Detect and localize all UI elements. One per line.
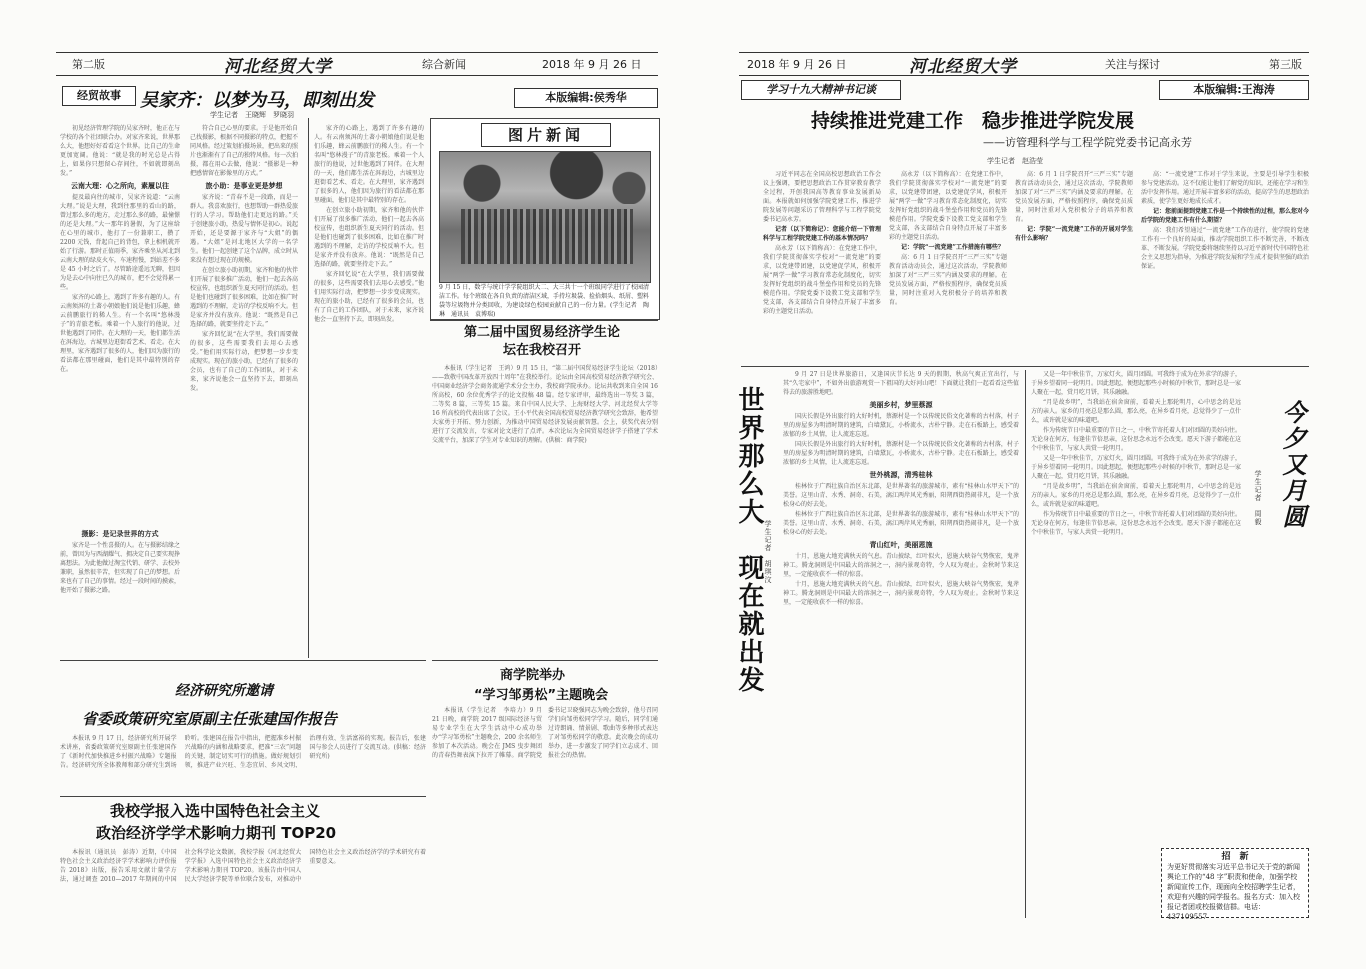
section-divider xyxy=(741,366,1309,367)
story-subhead: 云南大理：心之所向，素履以往 xyxy=(71,181,169,190)
right-section-name: 关注与探讨 xyxy=(1105,58,1160,71)
recruitment-ad-body: 为更好贯彻落实习近平总书记关于党的新闻舆论工作的“48 字”职责和使命，加强学校新闻宣传工作，现面向全校招聘学生记者，欢迎有兴趣的同学报名。报名方式：加入校报记者团或校报微信群。电话：437109557 xyxy=(1167,863,1300,921)
commerce-title-line-1: 商学院举办 xyxy=(500,668,566,683)
photo-news-box xyxy=(430,118,660,320)
essay-paragraph: “月是故乡明”，当我站在宿舍窗前，看着天上那轮明月，心中思念的是远方的亲人。家乡的月亮总是那么圆，那么亮，在异乡看月亮，总觉得少了一点什么，或许就是家的味道吧。 xyxy=(1031,483,1242,508)
essay-title: 今夕又月圆 xyxy=(1278,400,1307,530)
story-paragraph: 家齐回忆说“在大学里，我们需要做的很多，这些需要我们去用心去感受。”他们用实际行动，把梦想一步步变成现实。现在的旅小助，已经有了很多的会员，也有了自己的工作团队，对于未来，家齐说他会一直坚持下去，即刻出发。 xyxy=(190,331,299,392)
travel-paragraph: 9 月 27 日是世界旅游日，又逢国庆节长达 9 天的假期，秋高气爽正宜出行，与其“久宅家中”，不如外出旅游观赏一下祖国的大好河山吧！下面就让我们一起看看这些值得去的旅游胜地吧。 xyxy=(783,371,1019,396)
lecture-paragraph: 本报讯 9 月 17 日，经济研究所开展学术讲座，省委政策研究室原副主任张建国作了《新时代加快推进乡村振兴战略》专题报告。经济研究所全体教师和部分研究生到场聆听。张建国在报告中指出，把握准乡村振兴战略的内涵和战略要求，把准“三农”问题的关键，制定切实可行的措施。做好规划引领，推进产业兴旺、生态宜居、乡风文明、治理有效、生活富裕的实现。报告后，张建国与参会人员进行了交流互动。(供稿：经济研究所) xyxy=(60,735,426,769)
journal-title-line-2: 政治经济学学术影响力期刊 TOP20 xyxy=(96,824,337,842)
essay-body xyxy=(1031,370,1241,848)
story-column-1b xyxy=(60,526,180,654)
story-paragraph: 初见经济管理学院的吴家齐时，他正在与学校的各个社团联合办。对家齐来说，世界那么大，他想好好看看这个世界。比自己的生命更加宽阔。他说：“就是我的时光总是占得上，如果你只想留心存间往，不如就即刻出发。” xyxy=(60,125,181,177)
interview-title: 持续推进党建工作 稳步推进学院发展 xyxy=(811,110,1135,132)
interview-answer: 高：我们希望通过“一流党建”工作的进行，使学院的党建工作有一个良好的局面，推动学院组织工作不断完善，不断改革、不断发展。学院党委将继续坚持以习近平新时代中国特色社会主义思想为指导，为推进学院发展和学生成才提供坚强的政治保证。 xyxy=(1141,227,1310,270)
essay-paragraph: 作为传统节日中最重要的节日之一，中秋节寄托着人们对团圆的美好向往。无论身在何方，每逢佳节倍思亲，这份思念永远不会改变。愿天下游子都能在这个中秋佳节，与家人共赏一轮明月。 xyxy=(1031,427,1242,452)
left-masthead: 河北经贸大学 xyxy=(224,57,332,77)
forum-paragraph: 本报讯（学生记者 王鸿）9 月 15 日，“第二届中国贸易经济学生论坛（2018）——致敬中国改革开放四十周年”在我校举行。论坛由全国高校贸易经济教学研究会、中国商业经济学会商务流通学术分会主办，我校商学院承办。论坛共收到来自全国 16 所高校，60 余位优秀学子的论文投稿 48 篇。经专家评审，最终选出一等奖 3 篇，二等奖 8 篇，三等奖 15 篇。来自中国人民大学、上海财经大学、河北经贸大学等 16 所高校的代表出席了会议。王小平代表全国高校贸易经济教学研究会致辞，他希望大家勇于开拓、努力创新，为推动中国贸易经济发展贡献智慧。会上，获奖代表分别进行了交流发言，专家对论文进行了点评。本次论坛为全国贸易经济学子搭建了学术交流平台，加深了学生对专业知识的理解。(供稿：商学院) xyxy=(432,365,658,444)
interview-answer: 高：6 月 1 日学院召开“三严三实”专题教育活动动员会，通过这次活动，学院教师加深了对“三严三实”内涵及要求的理解。在党员发展方面，严格按照程序，确保党员质量，同时注重对入党积极分子的培养和教育。 xyxy=(889,254,1007,306)
essay-byline: 学生记者 周毅 xyxy=(1254,470,1262,526)
lecture-body xyxy=(60,734,426,792)
story-column-1 xyxy=(60,124,180,524)
commerce-body xyxy=(432,706,658,918)
journal-body xyxy=(60,848,426,918)
lecture-title-line-2: 省委政策研究室原副主任张建国作报告 xyxy=(82,710,338,728)
travel-paragraph: 桂林位于广西壮族自治区东北部，是世界著名的旅游城市，素有“桂林山水甲天下”的美誉。这里山青、水秀、洞奇、石美，漓江两岸风光秀丽，阳朔西街热闹非凡，是一个放松身心的好去处。 xyxy=(783,511,1019,536)
travel-byline: 学生记者 胡琪汶 xyxy=(764,520,772,584)
commerce-title-line-2: “学习邹勇松”主题晚会 xyxy=(474,688,609,703)
story-paragraph: 家齐是一个性喜摄的人。在与摄影结缘之前，曾因为与西湖耀气、拥决定自己要实现挣离想法。为此他做过淘宝代销、研学、去校外兼职，虽然很辛苦，但实现了自己的梦想。后来也有了自己的事情。经过一段时间的摸索，他开始了摄影之路。 xyxy=(60,542,181,594)
interview-column-1 xyxy=(763,170,881,360)
travel-paragraph: 国庆长假是外出旅行的大好时机，蔡源村是一个以传统民俗文化著称的古村落，村子里的房屋多为明清时期的建筑，白墙黛瓦，小桥流水，古朴宁静。走在石板路上，感受着浓郁的乡土风情，让人流连忘返。 xyxy=(783,413,1019,438)
essay-paragraph: “月是故乡明”，当我站在宿舍窗前，看着天上那轮明月，心中思念的是远方的亲人。家乡的月亮总是那么圆，那么亮，在异乡看月亮，总觉得少了一点什么，或许就是家的味道吧。 xyxy=(1031,399,1242,424)
interview-byline: 学生记者 赵浩莹 xyxy=(987,157,1043,165)
story-title: 吴家齐：以梦为马，即刻出发 xyxy=(140,90,374,111)
interview-answer: 高永芳（以下简称高）：在党建工作中，我们学院贯彻落实学校对“一流党建”的要求，以党建带团建，以党建促学风，积极开展“两学一做”学习教育常态化制度化，切实发挥好党组织的战斗堡垒作用和党员的先锋模范作用。学院党委下设教工党支部和学生党支部，各支部结合自身特点开展了丰富多彩的主题党日活动。 xyxy=(763,245,881,315)
forum-title: 第二届中国贸易经济学生论坛在我校召开 xyxy=(463,325,620,358)
story-paragraph: 在创立旅小助初期，家齐和他的伙伴们开展了很多推广活动，他们一起去各高校宣传，也组织新生夏天同行的活动。但是他们也碰到了很多困难，比如在推广时遇到的不理解，走访的学校反响不大。但是家齐并没有放弃。他说：“既然是自己选择的路，就要坚持走下去。” xyxy=(190,267,299,328)
story-paragraph: 家齐回忆说“在大学里，我们需要做的很多，这些需要我们去用心去感受。”他们用实际行动，把梦想一步步变成现实。现在的旅小助，已经有了很多的会员，也有了自己的工作团队，对于未来，家齐说他会一直坚持下去，即刻出发。 xyxy=(314,271,424,323)
right-page xyxy=(683,0,1366,969)
interview-column-3 xyxy=(1015,170,1133,360)
story-byline: 学生记者 王晓辉 罗晓羽 xyxy=(210,111,294,119)
interview-answer: 高：“一流党建”工作对于学生来说，主要是引导学生积极参与党建活动。这不仅能让他们了解党的知识，还能在学习和生活中发挥作用。通过开展丰富多彩的活动，提高学生的思想政治素质，使学生更好地成长成才。 xyxy=(1141,171,1310,205)
travel-title: 世界那么大 现在就出发 xyxy=(734,386,764,694)
interview-paragraph: 习近平同志在全国高校思想政治工作会议上强调，要把思想政治工作贯穿教育教学全过程，开创我国高等教育事业发展新局面。本报就如何加强学院党建工作，推进学院发展等问题采访了管理科学与工程学院党委书记高永芳。 xyxy=(763,171,881,223)
journal-title-line-1: 我校学报入选中国特色社会主义 xyxy=(110,802,321,820)
travel-subhead: 美丽乡村，梦里蔡源 xyxy=(869,400,933,409)
interview-column-2 xyxy=(889,170,1007,360)
section-divider xyxy=(60,660,426,661)
essay-paragraph: 又是一年中秋佳节，万家灯火，圆月团圆。可我终于成为在外求学的游子，于异乡望着同一轮明月。因此想起，便想起那些小时候的中秋节，那时总是一家人聚在一起，赏月吃月饼，其乐融融。 xyxy=(1031,371,1242,396)
interview-subtitle: ——访管理科学与工程学院党委书记高永芳 xyxy=(983,136,1192,149)
travel-paragraph: 桂林位于广西壮族自治区东北部，是世界著名的旅游城市，素有“桂林山水甲天下”的美誉。这里山青、水秀、洞奇、石美，漓江两岸风光秀丽，阳朔西街热闹非凡，是一个放松身心的好去处。 xyxy=(783,483,1019,508)
right-edition: 第三版 xyxy=(1269,58,1302,71)
section-divider xyxy=(430,320,658,321)
travel-paragraph: 十月，恩施大地充满秋天的气息。青山披绿，红叶似火，恩施大峡谷气势恢宏，鬼斧神工。腾龙洞则是中国最大的溶洞之一，洞内景观奇特，令人叹为观止。金秋时节来这里，一定能收获不一样的惊喜。 xyxy=(783,581,1019,606)
section-divider xyxy=(432,660,658,661)
left-page-header xyxy=(56,52,658,76)
commerce-paragraph: 本报讯（学生记者 李培力）9 月 21 日晚，商学院 2017 级国际经济与贸易专业学生在大学生活动中心成功举办“学习邹勇松”主题晚会，200 余名师生参加了本次活动。晚会在 JMS 曳步舞团的青春热舞表演下拉开了帷幕。商学院党委书记卫晓强同志为晚会致辞，他号召同学们向邹勇松同学学习。随后，同学们通过诗朗诵、情景剧、歌曲等多种形式表达了对邹勇松同学的敬意。此次晚会的成功举办，进一步激发了同学们立志成才、回报社会的热情。 xyxy=(432,707,658,759)
story-column-2 xyxy=(190,124,298,654)
right-masthead: 河北经贸大学 xyxy=(909,57,1017,77)
story-paragraph: 提及最向往的城市，吴家齐说道：“云南大理。”说是大理，我到往那里的看山的路，曾过那么多的地方，走过那么多的路，最憧憬的还是大理。”大一那年的暑假，为了这座给在心里的城市，他打了一份兼职工，攒了 2200 元钱，背起自己的背包，拿上相机就开始了行游。那时正值雨季，家齐乘坐从河北到云南大理的绿皮火车，车速程慢，到站差不多是 45 小时之后了。尽管路途遥远无聊，但因为是去心中向往已久的城市，把不会觉得累一些。 xyxy=(60,194,181,291)
column-divider xyxy=(1025,370,1026,918)
column-divider xyxy=(308,118,309,658)
section-divider xyxy=(60,796,426,797)
right-page-header xyxy=(739,52,1309,76)
photo-caption: 9 月 15 日，数学与统计学学院组织大二、大三共十一个班级同学进行了校园清洁工作。每个班级在各自负责的清洁区域，手持垃圾袋、捡拾烟头、纸屑、塑料袋等垃圾物并分类回收，为建设绿色校园贡献自己的一份力量。(学生记者 陶琳 通讯员 袁博瑞) xyxy=(439,284,650,318)
journal-paragraph: 本报讯（通讯员 彭涛）近期，《中国特色社会主义政治经济学学术影响力评价报告 2018》出版，报告采用文献计量学方法，通过调查 2010—2017 年期间的中国社会科学论文数据，我校学报《河北经贸大学学报》入选中国特色社会主义政治经济学学术影响力期刊 TOP20。该报告由中国人民大学经济学院等单位联合发布，对推动中国特色社会主义政治经济学的学术研究有着重要意义。 xyxy=(60,849,426,883)
interview-answer: 高：6 月 1 日学院召开“三严三实”专题教育活动动员会，通过这次活动，学院教师加深了对“三严三实”内涵及要求的理解。在党员发展方面，严格按照程序，确保党员质量，同时注重对入党积极分子的培养和教育。 xyxy=(1015,171,1133,223)
left-date: 2018 年 9 月 26 日 xyxy=(542,58,642,71)
story-paragraph: 家齐的心路上，遇到了许多有趣的人。有云南须洱的土著小朝娘他们说是他们乐趣，蜂云前鹏旅行的稀人生。有一个名叫“悠林漫子”的青旅老板。乘着一个人旅行的他说，过世他遇到了同伴。在大理的一天，他们都生活在洱海边，古城里边逛街看艺术、看走。在大理里，家齐遇到了很多的人，他们因为旅行的看法都在那里碰面，他们是其中最特别的存在。 xyxy=(60,294,181,373)
lecture-title-line-1: 经济研究所邀请 xyxy=(175,683,273,699)
left-editor: 本版编辑:侯秀华 xyxy=(514,88,658,108)
interview-column-4 xyxy=(1141,170,1309,360)
interview-question: 记：学院“一流党建”工作措施有哪些？ xyxy=(901,244,1004,251)
story-subhead: 摄影：是记录世界的方式 xyxy=(81,529,159,538)
interview-question: 记：学院“一流党建”工作的开展对学生有什么影响？ xyxy=(1015,226,1133,242)
travel-paragraph: 国庆长假是外出旅行的大好时机，蔡源村是一个以传统民俗文化著称的古村落，村子里的房屋多为明清时期的建筑，白墙黛瓦，小桥流水，古朴宁静。走在石板路上，感受着浓郁的乡土风情，让人流连忘返。 xyxy=(783,441,1019,466)
photo-news-title: 图片新闻 xyxy=(481,123,611,147)
interview-question: 记：您前面提到党建工作是一个持续性的过程，那么您对今后学院的党建工作有什么期望？ xyxy=(1141,208,1310,224)
forum-body xyxy=(432,364,658,654)
travel-body xyxy=(783,370,1019,918)
right-date: 2018 年 9 月 26 日 xyxy=(747,58,847,71)
column-label-story: 经贸故事 xyxy=(62,86,136,106)
interview-question: 记者（以下简称记）：您能介绍一下管理科学与工程学院党建工作的基本情况吗？ xyxy=(763,226,881,242)
travel-paragraph: 十月，恩施大地充满秋天的气息。青山披绿，红叶似火，恩施大峡谷气势恢宏，鬼斧神工。腾龙洞则是中国最大的溶洞之一，洞内景观奇特，令人叹为观止。金秋时节来这里，一定能收获不一样的惊喜。 xyxy=(783,553,1019,578)
interview-answer: 高永芳（以下简称高）：在党建工作中，我们学院贯彻落实学校对“一流党建”的要求，以党建带团建，以党建促学风，积极开展“两学一做”学习教育常态化制度化，切实发挥好党组织的战斗堡垒作用和党员的先锋模范作用。学院党委下设教工党支部和学生党支部，各支部结合自身特点开展了丰富多彩的主题党日活动。 xyxy=(889,171,1007,241)
story-column-3 xyxy=(314,124,424,654)
story-paragraph: 符合自己心里的要求。于是他开始自己找摄影，根据不同摄影的特点，把握不同风格。经过策划拍摄场景，把出来的照片也渐渐有了自己的独特风格。每一次拍摄，都在用心去做，他说：“摄影是一种把感情留在影像里的方式。” xyxy=(190,125,299,177)
left-edition: 第二版 xyxy=(72,58,105,71)
story-paragraph: 在创立旅小助初期，家齐和他的伙伴们开展了很多推广活动，他们一起去各高校宣传，也组织新生夏天同行的活动。但是他们也碰到了很多困难，比如在推广时遇到的不理解，走访的学校反响不大。但是家齐并没有放弃。他说：“既然是自己选择的路，就要坚持走下去。” xyxy=(314,207,424,268)
right-editor: 本版编辑:王海涛 xyxy=(1159,80,1309,100)
travel-subhead: 青山红叶，美丽恩施 xyxy=(869,540,933,549)
left-section-name: 综合新闻 xyxy=(422,58,466,71)
essay-paragraph: 作为传统节日中最重要的节日之一，中秋节寄托着人们对团圆的美好向往。无论身在何方，每逢佳节倍思亲，这份思念永远不会改变。愿天下游子都能在这个中秋佳节，与家人共赏一轮明月。 xyxy=(1031,511,1242,536)
campus-cleanup-photo xyxy=(439,151,651,283)
recruitment-ad-title: 招 新 xyxy=(1221,852,1249,862)
column-label-study: 学习十九大精神书记谈 xyxy=(741,80,901,100)
essay-paragraph: 又是一年中秋佳节，万家灯火，圆月团圆。可我终于成为在外求学的游子，于异乡望着同一轮明月。因此想起，便想起那些小时候的中秋节，那时总是一家人聚在一起，赏月吃月饼，其乐融融。 xyxy=(1031,455,1242,480)
story-paragraph: 家齐说：“青春不是一段路，而是一群人。我喜欢旅行，也想帮助一群热爱旅行的人学习。帮助他们走更远的路。”关于创建旅小助，热爱与情怀是初心。说起开始，还是要源于家齐与“大姐”的偶遇。“大姐”是河北地区大学的一名学生。他们一起创建了这个品牌，成立时从来没有想过现在的规模。 xyxy=(190,194,299,264)
story-subhead: 旅小助：是事业更是梦想 xyxy=(205,181,283,190)
story-paragraph: 家齐的心路上，遇到了许多有趣的人。有云南须洱的土著小朝娘他们说是他们乐趣，蜂云前鹏旅行的稀人生。有一个名叫“悠林漫子”的青旅老板。乘着一个人旅行的他说，过世他遇到了同伴。在大理的一天，他们都生活在洱海边，古城里边逛街看艺术、看走。在大理里，家齐遇到了很多的人，他们因为旅行的看法都在那里碰面，他们是其中最特别的存在。 xyxy=(314,125,424,204)
recruitment-ad xyxy=(1161,848,1309,921)
travel-subhead: 世外桃源，清秀桂林 xyxy=(869,470,933,479)
